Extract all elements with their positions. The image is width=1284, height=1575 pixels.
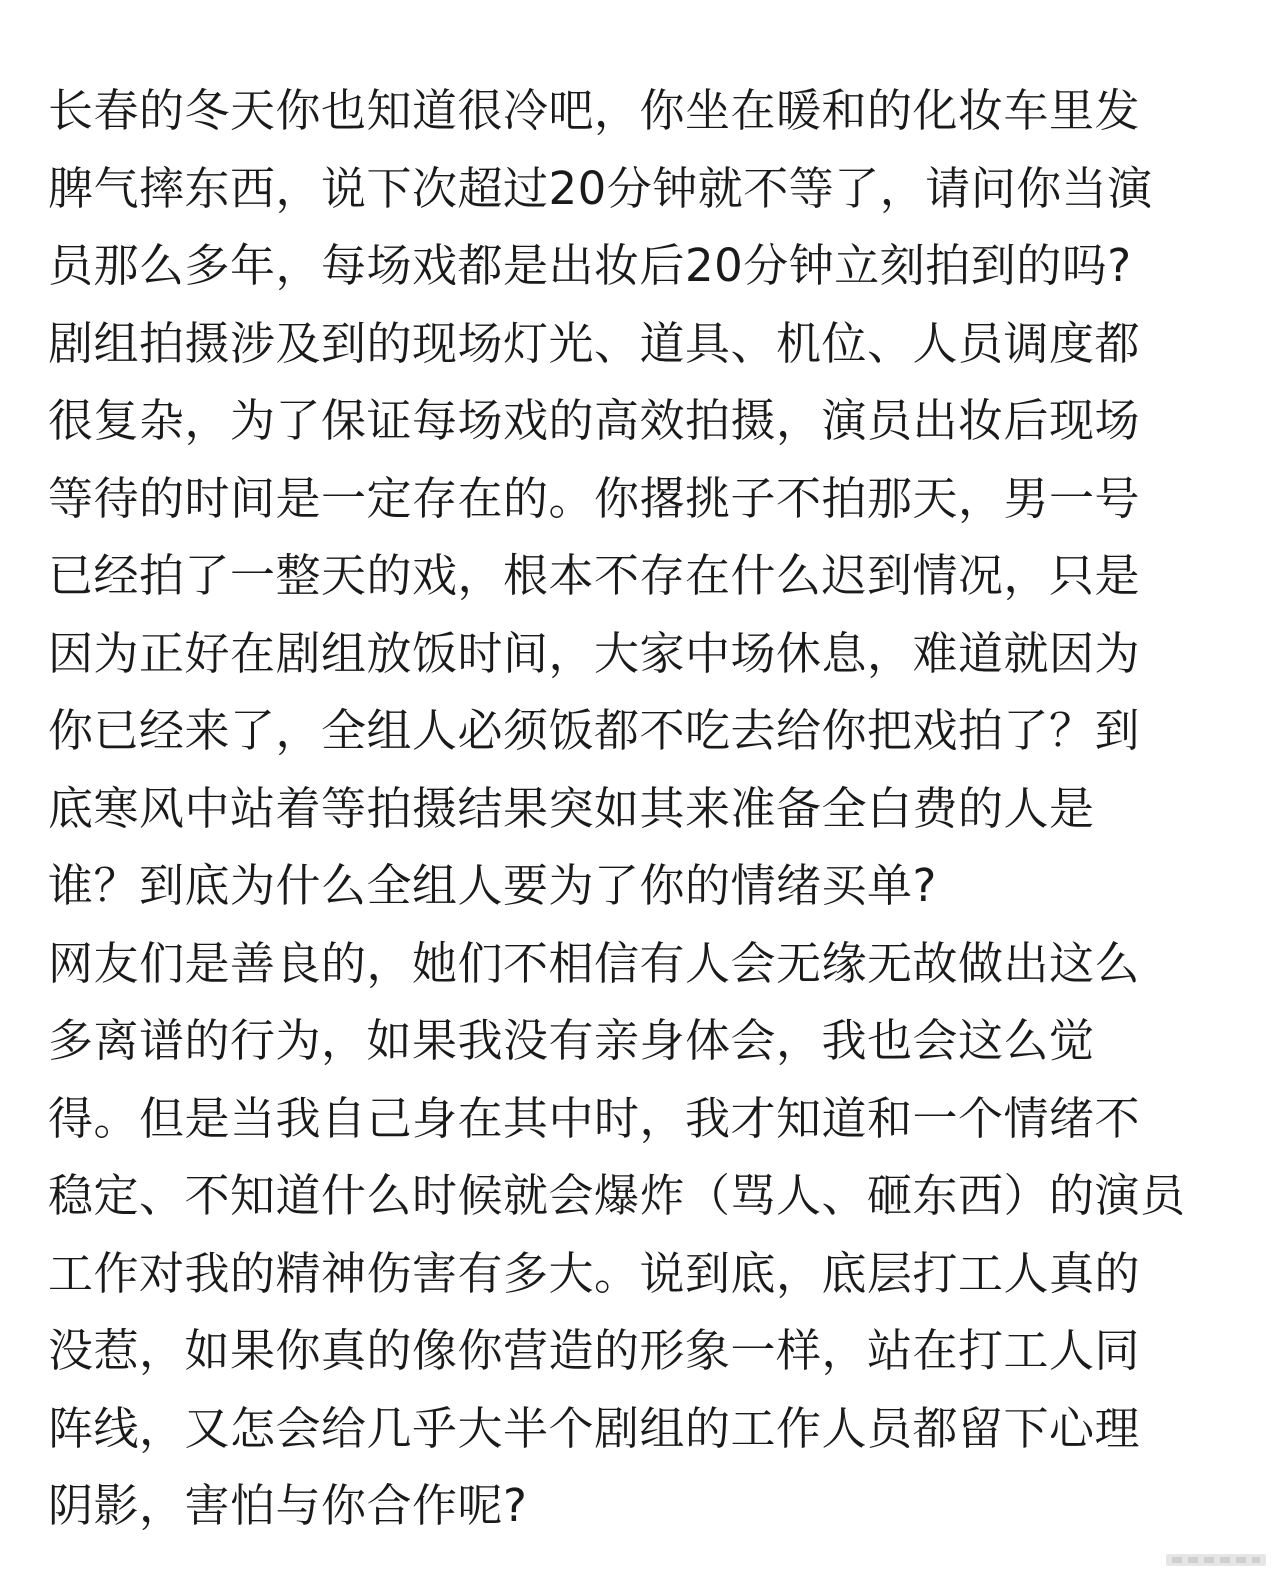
text-line: 你已经来了，全组人必须饭都不吃去给你把戏拍了？到 [48,704,1141,757]
text-line: 多离谱的行为，如果我没有亲身体会，我也会这么觉 [48,1014,1095,1067]
text-line: 脾气摔东西，说下次超过20分钟就不等了，请问你当演 [48,161,1153,215]
text-line: 员那么多年，每场戏都是出妆后20分钟立刻拍到的吗? [48,239,1132,292]
text-line: 没惹，如果你真的像你营造的形象一样，站在打工人同 [48,1324,1141,1377]
text-line: 等待的时间是一定存在的。你撂挑子不拍那天，男一号 [48,471,1141,525]
post-body-text [48,72,1248,1545]
text-line: 稳定、不知道什么时候就会爆炸（骂人、砸东西）的演员 [48,1169,1186,1222]
text-line: 阵线，又怎会给几乎大半个剧组的工作人员都留下心理 [48,1401,1141,1455]
text-line: 长春的冬天你也知道很冷吧，你坐在暖和的化妆车里发 [48,84,1141,137]
text-line: 工作对我的精神伤害有多大。说到底，底层打工人真的 [48,1246,1141,1300]
text-line: 阴影，害怕与你合作呢? [48,1479,528,1532]
text-line: 剧组拍摄涉及到的现场灯光、道具、机位、人员调度都 [48,316,1141,370]
text-line: 网友们是善良的，她们不相信有人会无缘无故做出这么 [48,936,1141,990]
text-line: 底寒风中站着等拍摄结果突如其来准备全白费的人是 [48,781,1095,835]
text-line: 已经拍了一整天的戏，根本不存在什么迟到情况，只是 [48,549,1141,602]
text-line: 因为正好在剧组放饭时间，大家中场休息，难道就因为 [48,626,1141,680]
text-line: 谁？到底为什么全组人要为了你的情绪买单? [48,859,937,912]
watermark-logo [1166,1551,1266,1569]
text-line: 很复杂，为了保证每场戏的高效拍摄，演员出妆后现场 [48,394,1141,447]
text-line: 得。但是当我自己身在其中时，我才知道和一个情绪不 [48,1091,1141,1145]
